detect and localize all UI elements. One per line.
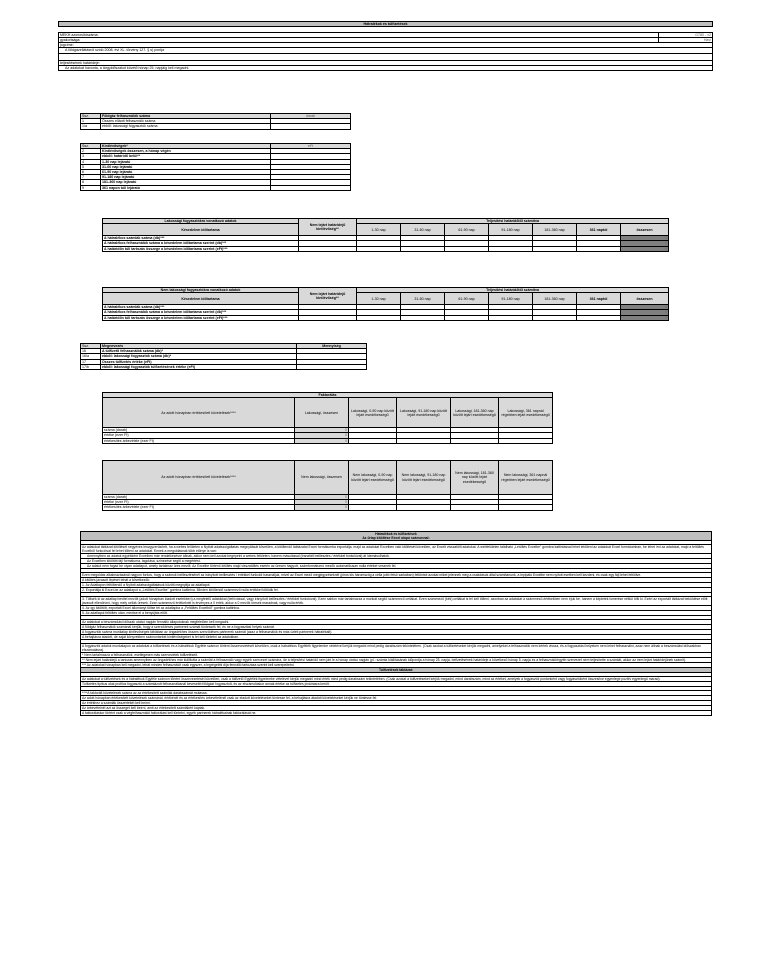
- row-num: 16/a: [81, 354, 101, 359]
- col-header: 91-180 nap: [489, 293, 533, 305]
- input-cell[interactable]: [499, 505, 553, 510]
- col-header: Nem lakossági, 361 napnál régebben lejárt esedékességű: [499, 461, 553, 495]
- span-header: Teljesítési határidőtől számítva: [357, 219, 669, 224]
- arrears-table-residential: [102, 218, 669, 252]
- sub-header: Késedelem időtartama: [103, 293, 299, 305]
- guide-bullet-3: Az adatot nem fogad be olyan adatlapot, amely tartalmaz üres mezőt. Az Excelbe történő kitöltés majd visszatöltés esetén az üresen hagyott, számformátumú mezők automatikusan nulla értéket vesznek fel.: [81, 564, 711, 569]
- input-cell[interactable]: [349, 438, 397, 443]
- row-label: Kintlévőségek összesen, a hónap végén: [101, 149, 271, 154]
- col-consumers: Földgáz felhasználók száma: [101, 114, 271, 119]
- col-name: Megnevezés: [101, 344, 297, 349]
- factor-note-4: Az árbevételnél azt az összeget kell beírni, amit az értékesített számlákért kaptak.: [81, 706, 711, 711]
- frequency-label: gyakorisága:: [59, 38, 659, 43]
- col-header: Lakossági, 91-180 nap között lejárt esedékességű: [397, 398, 451, 428]
- col-ssz: Ssz.: [81, 114, 101, 119]
- frequency-value: Havi: [659, 38, 713, 43]
- factor-note-3: Az értékhez a számlák összértékét kell beírni.: [81, 701, 711, 706]
- guide-note-4: A behajtásra átadott, de saját könyvekben számontartott kintlévőségeket is fel kell tüntetni az adatokban.: [81, 635, 711, 640]
- row-label: A túlfizetõ felhasználók száma (db)*: [101, 349, 297, 354]
- row-label: értéke (ezer Ft): [103, 500, 295, 505]
- guide-title-1: Hátralékok és túlfizetések: [375, 532, 417, 536]
- sub-header: Késedelem időtartama: [103, 224, 299, 236]
- guide-title: [81, 532, 711, 541]
- factoring-table-residential: [102, 392, 553, 444]
- row-num: 2: [81, 149, 101, 154]
- row-label: 181-360 nap lejáratú: [101, 180, 271, 185]
- row-label: 361 napon túli lejáratú: [101, 185, 271, 190]
- col-unit: eFt: [271, 144, 351, 149]
- guide-bullet-1: Amennyiben az adatok egyébként Excelben már rendelkezésre állnak, akkor nem kell azokat begépelni a webes felületen, hanem másolással (tranzfált beillesztés / értékkel funkcióval) át idemásolhatók.: [81, 554, 711, 559]
- total-cell: 0: [621, 236, 669, 241]
- col-header: 91-180 nap: [489, 224, 533, 236]
- input-cell[interactable]: [401, 315, 445, 320]
- input-cell[interactable]: [271, 185, 351, 190]
- input-cell[interactable]: [451, 438, 499, 443]
- col-header: Nem lakossági, összesen: [295, 461, 349, 495]
- row-label: ebből: lakossági fogyasztók száma (db)*: [101, 354, 297, 359]
- col-header: Lakossági, 181-360 nap között lejárt esedékességű: [451, 398, 499, 428]
- group-header: Nem lakossági fogyasztókra vonatkozó adatok: [103, 288, 299, 293]
- col-header: 31-60 nap: [401, 224, 445, 236]
- deadline-text: Az adatokat havonta, a tárgyidőszakot követő hónap 25. napjáig kell megadni.: [59, 65, 713, 70]
- input-cell[interactable]: [577, 246, 621, 251]
- row-label: 61-90 nap lejáratú: [101, 170, 271, 175]
- col-header: Nem lakossági, 91-180 nap között lejárt esedékességű: [397, 461, 451, 495]
- row-label: 1-30 nap lejáratú: [101, 159, 271, 164]
- input-cell[interactable]: [533, 315, 577, 320]
- footnote-1: * Nem tartalmazza a felhasználók, esetlegesen más szervezetek túlfizetéseit.: [81, 653, 711, 658]
- input-cell[interactable]: [499, 438, 553, 443]
- col-header: 361 naptól: [577, 224, 621, 236]
- row-label: 31-60 nap lejáratú: [101, 164, 271, 169]
- factor-note-2: Az adott hónapban értékesített követelések számánál, értékénél és az értékesítés árbevételénél csak az eladott követeléseket tüntesse fel, a behajtásra átadott követeléseket kérjük ne tüntesse fel.: [81, 696, 711, 701]
- total-cell: 0: [295, 438, 349, 443]
- notdue-header: Nem lejárt határidejű kintlévőség**: [299, 288, 357, 305]
- row-num: 9: [81, 185, 101, 190]
- factor-head: Az adott hónapban értékesített követelések****: [103, 461, 295, 495]
- col-header: Nem lakossági, 181-360 nap között lejárt esedékességű: [451, 461, 499, 495]
- guide-note-1: Az adatokat a beszámolási időszak utolsó napján fennálló állapotoknak megfelelően kell megadni.: [81, 619, 711, 625]
- col-header: 1-30 nap: [357, 293, 401, 305]
- overpay-table: [80, 343, 367, 370]
- input-cell[interactable]: [299, 315, 357, 320]
- row-label: értéke (ezer Ft): [103, 433, 295, 438]
- col-header: Lakossági, 361 napnál régebben lejárt esedékességű: [499, 398, 553, 428]
- col-header: 181-360 nap: [533, 224, 577, 236]
- factor-note-5: A faktoráláskor történt csak a végfelhasználói faktorálást kell tüntetni, egyéb partnerek hátralékainak faktorálását ne.: [82, 711, 257, 715]
- row-label: értékesítés árbevétele (ezer Ft): [103, 438, 295, 443]
- row-label: Összes túlfizetés értéke (eFt): [101, 359, 297, 364]
- guide-panel: [80, 531, 712, 716]
- row-label: A hátralékos számlák száma (db)***: [103, 236, 299, 241]
- total-cell: 0: [621, 315, 669, 320]
- guide-p2: Ezen megoldás alkalmazásánál nagyon fontos, hogy a számok beillesztésénél az irányított beillesztés / értékkel funkciót használjuk, mivel az Excel mező megjegyzéseknél (piros kis háromszög a cella jobb felső sarkában) feltűntsé azokat miket jelennek meg a csatolások által számítanunk, a lepipáló Excelbe nem nyitott esetben kell kezdeni, és csak egy fájl lehet feltöltve.: [81, 572, 711, 578]
- col-header: összesen: [621, 224, 669, 236]
- row-label: A hátralékos számlák száma (db)***: [103, 305, 299, 310]
- mekh-label: MEKH azonosítószáma:: [59, 32, 659, 37]
- row-num: 1/a: [81, 124, 101, 129]
- arrears-table-nonresidential: [102, 287, 669, 321]
- input-cell[interactable]: [271, 124, 351, 129]
- mekh-code: G780 - v2: [659, 32, 713, 37]
- guide-bullet-2: Az Excelben kitöltött fájl formátuma, tagolása, színezése segíti a megértést.: [81, 559, 711, 564]
- total-cell: 0: [621, 305, 669, 310]
- input-cell[interactable]: [357, 315, 401, 320]
- input-cell[interactable]: [445, 315, 489, 320]
- footnote-3: *** Az adatokat hónapban kell megadni, tehát minden felhasználót csak egyszer, a legrégebbi díja fennálló tartozása szerint kell szerepeltetni.: [81, 663, 711, 668]
- consumers-table: [80, 113, 351, 130]
- row-num: 17: [81, 359, 101, 364]
- guide-step-1: 1. Az Adatlapon feltöltendő a Nyitott adatszolgáltatások között megnyitja az adatlapot.: [81, 583, 711, 588]
- total-cell: 0: [295, 500, 349, 505]
- input-cell[interactable]: [349, 505, 397, 510]
- overpay-guide-1: Az adatokat a túlfizetések és a hátralékok Egyféle számon történt összevezetését követően, csak a túlfizető Egyfélék figyelembe vételével kérjük megadni mind érték mind pedig darabszám tekintetében. (Csak azokat a túlfizetéseket kérjük megadni, mind darabszám, mind az értéket, amelyek a fogyasztói pontonként vagy fogyasztóként összesítve egyenlege pozitív egyenlegű marad).: [81, 676, 711, 682]
- guide-step-3: 3. Töltsék ki az adatlap bevitel mezőit (adott hónapban kiadott esetekben) a megfelelő adatokkal (behívással, vagy irányított beillesztés / értékkel funkcióval). Ezen sablon már tartalmazza a munkát segítő számmező cellákat. Ezen számmező (kék) cellákat is fel kell tölteni, azonban az adatokat a számmező-értékekben nem írjuk be, hanem a képletek ismerése nélkül tölti ki. Ezért az exportált táblázat beküldése előtt javasolt ellenőrizni, hogy mely cellák üresek. Ezen számmező értékeknél is érvényes a 0 érték, akkor a 0 mezők üresek maradnak, vagy nulla érték.: [81, 596, 711, 606]
- input-cell[interactable]: [489, 315, 533, 320]
- input-cell[interactable]: [577, 315, 621, 320]
- row-num: 1: [81, 119, 101, 124]
- factor-note-1: ****A faktorált követelések száma az az értékesített számlák darabszámát mutassa.: [81, 690, 711, 696]
- row-num: 6: [81, 170, 101, 175]
- row-num: 3: [81, 154, 101, 159]
- row-num: 17/b: [81, 364, 101, 369]
- row-label: A határidőn túli tartozás összege a késedelem időtartama szerint (eFt)***: [103, 246, 299, 251]
- receivables-table: [80, 143, 351, 191]
- header-table: [58, 21, 713, 71]
- notdue-header: Nem lejárt határidejű kintlévőség**: [299, 219, 357, 236]
- row-label: A hátralékos felhasználók száma a késedelem időtartama szerint (db)***: [103, 241, 299, 246]
- guide-note-2: A földgáz felhasználók számánál kérjük, hogy a szerződéses partnerek számát tüntessék fel, és ne a fogyasztási helyek számát.: [81, 625, 711, 630]
- total-cell: 0: [295, 505, 349, 510]
- span-header: Teljesítési határidőtől számítva: [357, 288, 669, 293]
- input-cell[interactable]: [401, 246, 445, 251]
- col-header: Nem lakossági, 0-90 nap között lejárt esedékességű: [349, 461, 397, 495]
- total-cell: 0: [295, 433, 349, 438]
- guide-step-5: 5. Az adatlapot feltöltés után, mentse el a benyújtás előtt.: [81, 611, 711, 616]
- footnote-2: ** Nem lejárt határidejű a tartozás amennyiben az öngadékhes már kiállította a számlát a felhasználó vagy egyéb szervezet számára, de a teljesítési határidő nem járt le a hónap utolsó napján (pl.: számla kiállításának időpontja a hónap 25. napja, befizetésének határideje a következő hónap 5. napja és a felhasználó/egyéb szervezet nem teljesítette a számlát, akkor az nem lejárt határidejűnek számít).: [81, 658, 711, 663]
- row-label: ebből: határidő belül**: [101, 154, 271, 159]
- guide-note-3: A fogyasztók száma munkalap kintlévőségek táblában az öngadékhes összes szerződéses partnerek számát (azaz a felhasználók és más üzleti partnerek hátralékait).: [81, 630, 711, 635]
- col-receivables: Kintlévőségek*: [101, 144, 271, 149]
- col-header: Lakossági, összesen: [295, 398, 349, 428]
- overpay-guide-2: Túlfizetés típikus okai profilos fogyasztó a számlázott felhasználásnál kevesebb földgázt fogyasztott, és az elszámoláskor annak értéke az túlfizetés jóváírásra került.: [81, 682, 711, 687]
- form-title: Hátralékok és túlfizetések: [59, 22, 713, 27]
- col-header: 1-30 nap: [357, 224, 401, 236]
- input-cell[interactable]: [397, 438, 451, 443]
- row-num: 8: [81, 180, 101, 185]
- col-header: összesen: [621, 293, 669, 305]
- row-label: száma (darab): [103, 495, 295, 500]
- guide-step-2: 2. Exportálja ki Excel-be az adatlapot a „Letöltés Excelbe" gombra kattintva. Minden kitöltendő számmező nulla értékkel töltődik fel.: [81, 588, 711, 593]
- row-label: 91-180 nap lejáratú: [101, 175, 271, 180]
- input-cell[interactable]: [451, 505, 499, 510]
- factoring-table-nonresidential: [102, 460, 553, 511]
- col-header: Lakossági, 0-90 nap között lejárt esedékességű: [349, 398, 397, 428]
- input-cell[interactable]: [299, 246, 357, 251]
- factor-head: Az adott hónapban értékesített követelések****: [103, 398, 295, 428]
- total-cell: 0: [295, 495, 349, 500]
- total-cell: 0: [621, 246, 669, 251]
- input-cell[interactable]: [445, 246, 489, 251]
- row-num: 4: [81, 159, 101, 164]
- col-header: 61-90 nap: [445, 293, 489, 305]
- row-label: A határidőn túli tartozás összege a késedelem időtartama szerint (eFt)***: [103, 315, 299, 320]
- row-num: 16: [81, 349, 101, 354]
- guide-p1: Az adatokat táblázat kitöltését negyéves lesvgyzerűsített, ha a webes felületen a Nyitott adatszolgáltatás megnyitását követően, a kitöltendő táblázatot Excel formátumba exportálja, majd az adatokat Excelben való kitöltését követően, az Excelt visszatölti adatokat. A webfelületen található „Letöltés Excelbe" gombra kattintással lehet letölteni az adatokat Excel formátumban, be lehet írni az adatokat, majd a feltöltés Excelből funkcióval fel lehet tölteni az adatokat. Ennek a megoldásnak több előnye is van:: [81, 544, 711, 554]
- total-cell: 0: [295, 428, 349, 433]
- guide-p2b: A kitöltés javasolt lépései tehát a következők:: [81, 578, 711, 583]
- row-label: ebből: lakossági fogyasztók száma: [101, 124, 271, 129]
- input-cell[interactable]: [297, 364, 367, 369]
- row-label: A hátralékos felhasználók száma a késedelem időtartama szerint (db)***: [103, 310, 299, 315]
- guide-note-5: A fogyasztói adatok munkalapon az adatokat a túlfizetések és a hátralékok Egyféle számon történt összevezetését követően, csak a hátralékos Egyfélék figyelembe vételével kérjük megadni mind pedig darabszám tekintetében. (Csak azokat a túlfizetéseket kérjük megadni, amelyeket a felhasználók nem kértek vissza, és a fogyasztási helyeken nem lehet felhasználni, azaz nem állnak a beszámolási időszakban elszámolásra).: [81, 643, 711, 653]
- input-cell[interactable]: [489, 246, 533, 251]
- row-label: értékesítés árbevétele (ezer Ft): [103, 505, 295, 510]
- input-cell[interactable]: [533, 246, 577, 251]
- input-cell[interactable]: [397, 505, 451, 510]
- col-header: 361 naptól: [577, 293, 621, 305]
- col-header: 31-60 nap: [401, 293, 445, 305]
- overpay-guide-title: Túlfizetések táblázat:: [81, 668, 711, 673]
- col-ssz: Ssz.: [81, 144, 101, 149]
- legal-text: A földgázellátásról szóló 2008. évi XL. törvény 127. § s) pontja: [59, 48, 713, 53]
- legal-label: jogcíme:: [59, 43, 713, 48]
- row-label: száma (darab): [103, 428, 295, 433]
- total-cell: 0: [621, 310, 669, 315]
- row-num: 7: [81, 175, 101, 180]
- deadline-label: teljesítésének határideje:: [59, 60, 713, 65]
- input-cell[interactable]: [357, 246, 401, 251]
- col-header: 61-90 nap: [445, 224, 489, 236]
- col-ssz: Ssz.: [81, 344, 101, 349]
- factoring-title: Faktorálás: [103, 393, 553, 398]
- total-cell: 0: [621, 241, 669, 246]
- row-label: Összes elláott felhasználó száma: [101, 119, 271, 124]
- row-label: ebből: lakossági fogyasztók túlfizetésének értéke (eFt): [101, 364, 297, 369]
- guide-step-4: 4. Az így kitöltött, exportált Excel állományt töltse fel az adatlapba a „Feltöltés Excelből" gombra kattintva.: [81, 606, 711, 611]
- col-header: 181-360 nap: [533, 293, 577, 305]
- guide-title-2: Az űrlap kitöltése Excel alapú számonnal:: [362, 536, 430, 540]
- col-qty: Mennyiség: [297, 344, 367, 349]
- col-unit: darab: [271, 114, 351, 119]
- group-header: Lakossági fogyasztókra vonatkozó adatok: [103, 219, 299, 224]
- row-num: 5: [81, 164, 101, 169]
